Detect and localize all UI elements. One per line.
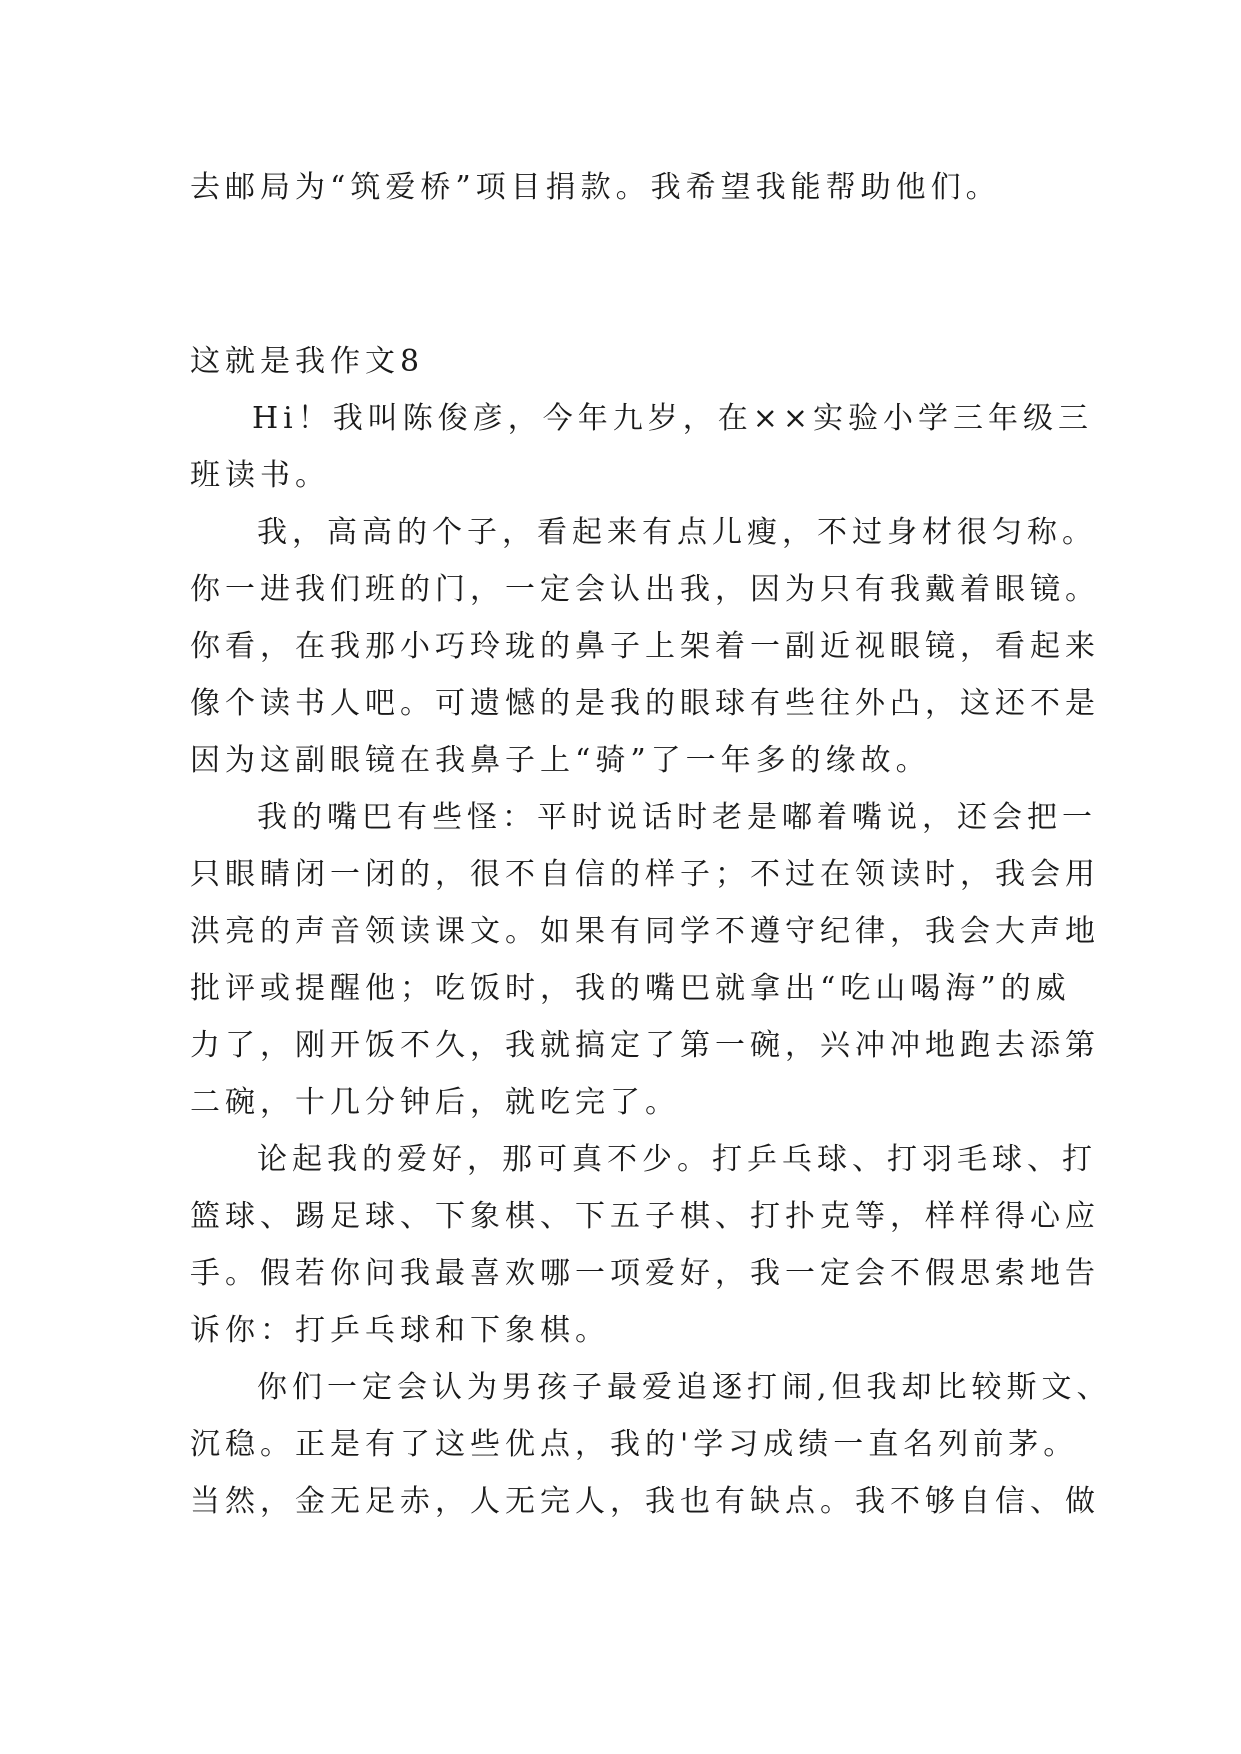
text-line: 当然，金无足赤，人无完人，我也有缺点。我不够自信、做: [190, 1484, 1100, 1519]
text-line: 力了，刚开饭不久，我就搞定了第一碗，兴冲冲地跑去添第: [190, 1028, 1100, 1063]
text-line: 你一进我们班的门，一定会认出我，因为只有我戴着眼镜。: [190, 572, 1100, 607]
text-line: 我，高高的个子，看起来有点儿瘦，不过身材很匀称。: [257, 515, 1097, 550]
text-line: 批评或提醒他；吃饭时，我的嘴巴就拿出“吃山喝海”的威: [190, 971, 1071, 1006]
text-line: 洪亮的声音领读课文。如果有同学不遵守纪律，我会大声地: [190, 914, 1100, 949]
text-line: 诉你：打乒乓球和下象棋。: [190, 1313, 610, 1348]
text-line: 你们一定会认为男孩子最爱追逐打闹,但我却比较斯文、: [257, 1370, 1112, 1405]
text-line: 论起我的爱好，那可真不少。打乒乓球、打羽毛球、打: [257, 1142, 1097, 1177]
text-line: 篮球、踢足球、下象棋、下五子棋、打扑克等，样样得心应: [190, 1199, 1100, 1234]
text-line: 去邮局为“筑爱桥”项目捐款。我希望我能帮助他们。: [190, 170, 1001, 205]
text-line: 因为这副眼镜在我鼻子上“骑”了一年多的缘故。: [190, 743, 931, 778]
section-title: 这就是我作文8: [190, 344, 425, 379]
text-line: 你看，在我那小巧玲珑的鼻子上架着一副近视眼镜，看起来: [190, 629, 1100, 664]
text-line: 我的嘴巴有些怪：平时说话时老是嘟着嘴说，还会把一: [257, 800, 1097, 835]
text-line: 像个读书人吧。可遗憾的是我的眼球有些往外凸，这还不是: [190, 686, 1100, 721]
text-line: 手。假若你问我最喜欢哪一项爱好，我一定会不假思索地告: [190, 1256, 1100, 1291]
text-line: 沉稳。正是有了这些优点，我的'学习成绩一直名列前茅。: [190, 1427, 1079, 1462]
text-line: Hi！我叫陈俊彦，今年九岁，在××实验小学三年级三: [252, 401, 1094, 436]
text-line: 只眼睛闭一闭的，很不自信的样子；不过在领读时，我会用: [190, 857, 1100, 892]
text-line: 班读书。: [190, 458, 330, 493]
text-line: 二碗，十几分钟后，就吃完了。: [190, 1085, 680, 1120]
